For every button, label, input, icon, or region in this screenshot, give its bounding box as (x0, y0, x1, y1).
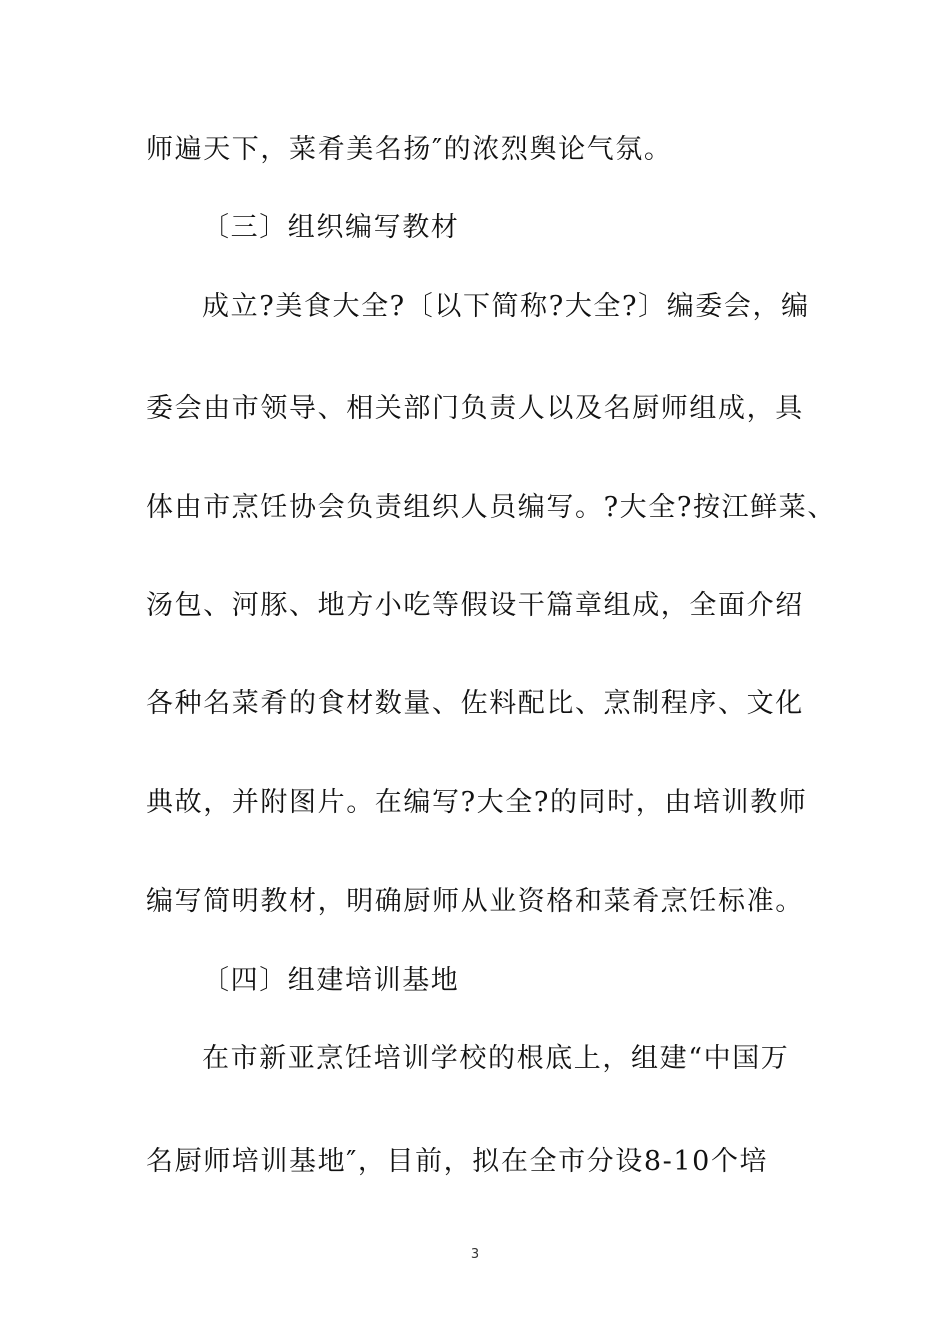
paragraph-line-8: 编写简明教材，明确厨师从业资格和菜肴烹饪标准。 (146, 886, 804, 917)
section-heading-3: 〔三〕组织编写教材 (202, 212, 460, 243)
page-number: 3 (470, 1247, 480, 1262)
paragraph-line-6: 各种名菜肴的食材数量、佐料配比、烹制程序、文化 (146, 688, 804, 719)
paragraph-line-5: 汤包、河豚、地方小吃等假设干篇章组成，全面介绍 (146, 590, 804, 621)
paragraph-line-10: 名厨师培训基地″，目前，拟在全市分设8-10个培 (146, 1146, 769, 1177)
paragraph-line-9: 在市新亚烹饪培训学校的根底上，组建“中国万 (202, 1043, 790, 1074)
paragraph-line-1: 师遍天下，菜肴美名扬″的浓烈舆论气氛。 (146, 134, 673, 165)
paragraph-line-4: 体由市烹饪协会负责组织人员编写。?大全?按江鲜菜、 (146, 492, 836, 523)
section-heading-4: 〔四〕组建培训基地 (202, 965, 460, 996)
paragraph-line-3: 委会由市领导、相关部门负责人以及名厨师组成，具 (146, 393, 804, 424)
paragraph-line-2: 成立?美食大全?〔以下简称?大全?〕编委会，编 (202, 291, 810, 322)
paragraph-line-7: 典故，并附图片。在编写?大全?的同时，由培训教师 (146, 787, 808, 818)
